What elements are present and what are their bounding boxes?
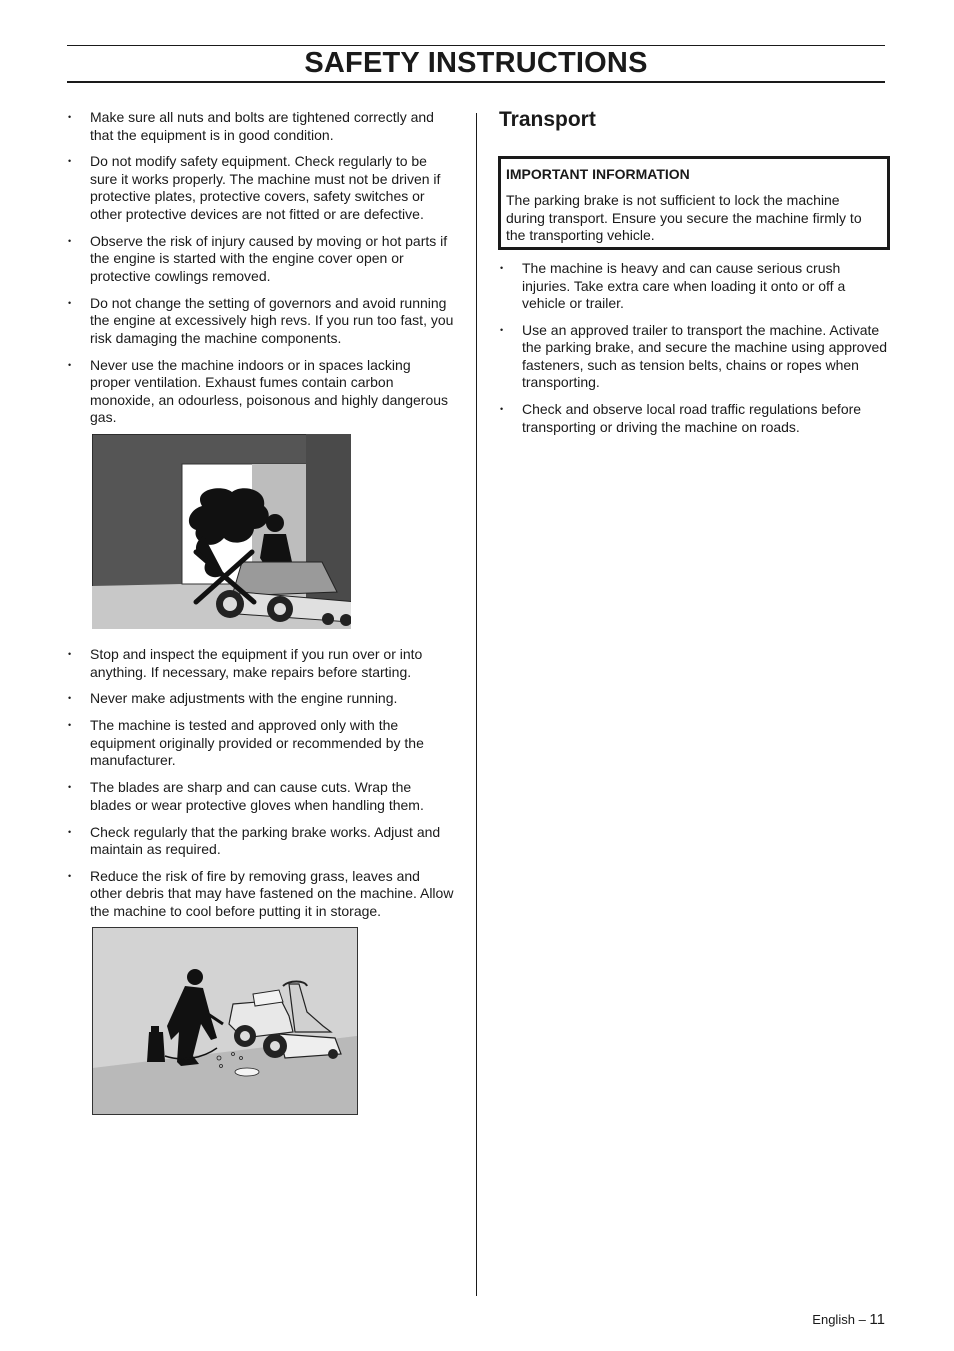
header-rule-bottom [67,81,885,83]
bullet-item: • Stop and inspect the equipment if you run over or into anything. If necessary, make repairs before starting. [67,646,454,681]
footer-language: English [812,1312,855,1327]
bullet-item: • Do not change the setting of governors and avoid running the engine at excessively high revs. If you run too fast, you risk damaging the machine components. [67,295,454,348]
footer-separator: – [858,1312,866,1327]
important-information-box [498,156,890,250]
bullet-item: • Check regularly that the parking brake works. Adjust and maintain as required. [67,824,454,859]
left-bullet-list-top [67,109,454,436]
bullet-item: • Observe the risk of injury caused by moving or hot parts if the engine is started with the engine cover open or protective cowlings removed. [67,233,454,286]
bullet-item: • The machine is tested and approved only with the equipment originally provided or recommended by the manufacturer. [67,717,454,770]
machine-cleaning-illustration [92,927,358,1115]
transport-bullet-list [499,260,887,446]
bullet-item: • Never use the machine indoors or in spaces lacking proper ventilation. Exhaust fumes contain carbon monoxide, an odourless, poisonous and highly dangerous gas. [67,357,454,427]
transport-heading: Transport [499,108,596,131]
bullet-item: • Do not modify safety equipment. Check regularly to be sure it works properly. The machine must not be driven if protective plates, protective covers, safety switches or other protective devices are not fitted or are defective. [67,153,454,223]
bullet-item: • Reduce the risk of fire by removing grass, leaves and other debris that may have fastened on the machine. Allow the machine to cool before putting it in storage. [67,868,454,921]
bullet-item: • Check and observe local road traffic regulations before transporting or driving the machine on roads. [499,401,887,436]
indoor-exhaust-illustration [92,434,351,629]
important-information-body: The parking brake is not sufficient to lock the machine during transport. Ensure you secure the machine firmly to the transporting vehicle. [506,192,862,243]
page-number: 11 [869,1311,885,1328]
bullet-item: • Make sure all nuts and bolts are tightened correctly and that the equipment is in good condition. [67,109,454,144]
left-bullet-list-bottom [67,646,454,930]
bullet-item: • Never make adjustments with the engine running. [67,690,454,708]
page-title: SAFETY INSTRUCTIONS [304,47,648,79]
bullet-item: • The machine is heavy and can cause serious crush injuries. Take extra care when loading it onto or off a vehicle or trailer. [499,260,887,313]
column-divider [476,113,477,1296]
important-information-title: IMPORTANT INFORMATION [506,166,690,182]
page-footer [812,1311,885,1329]
bullet-item: • The blades are sharp and can cause cuts. Wrap the blades or wear protective gloves when handling them. [67,779,454,814]
bullet-item: • Use an approved trailer to transport the machine. Activate the parking brake, and secure the machine using approved fasteners, such as tension belts, chains or ropes when transporting. [499,322,887,392]
